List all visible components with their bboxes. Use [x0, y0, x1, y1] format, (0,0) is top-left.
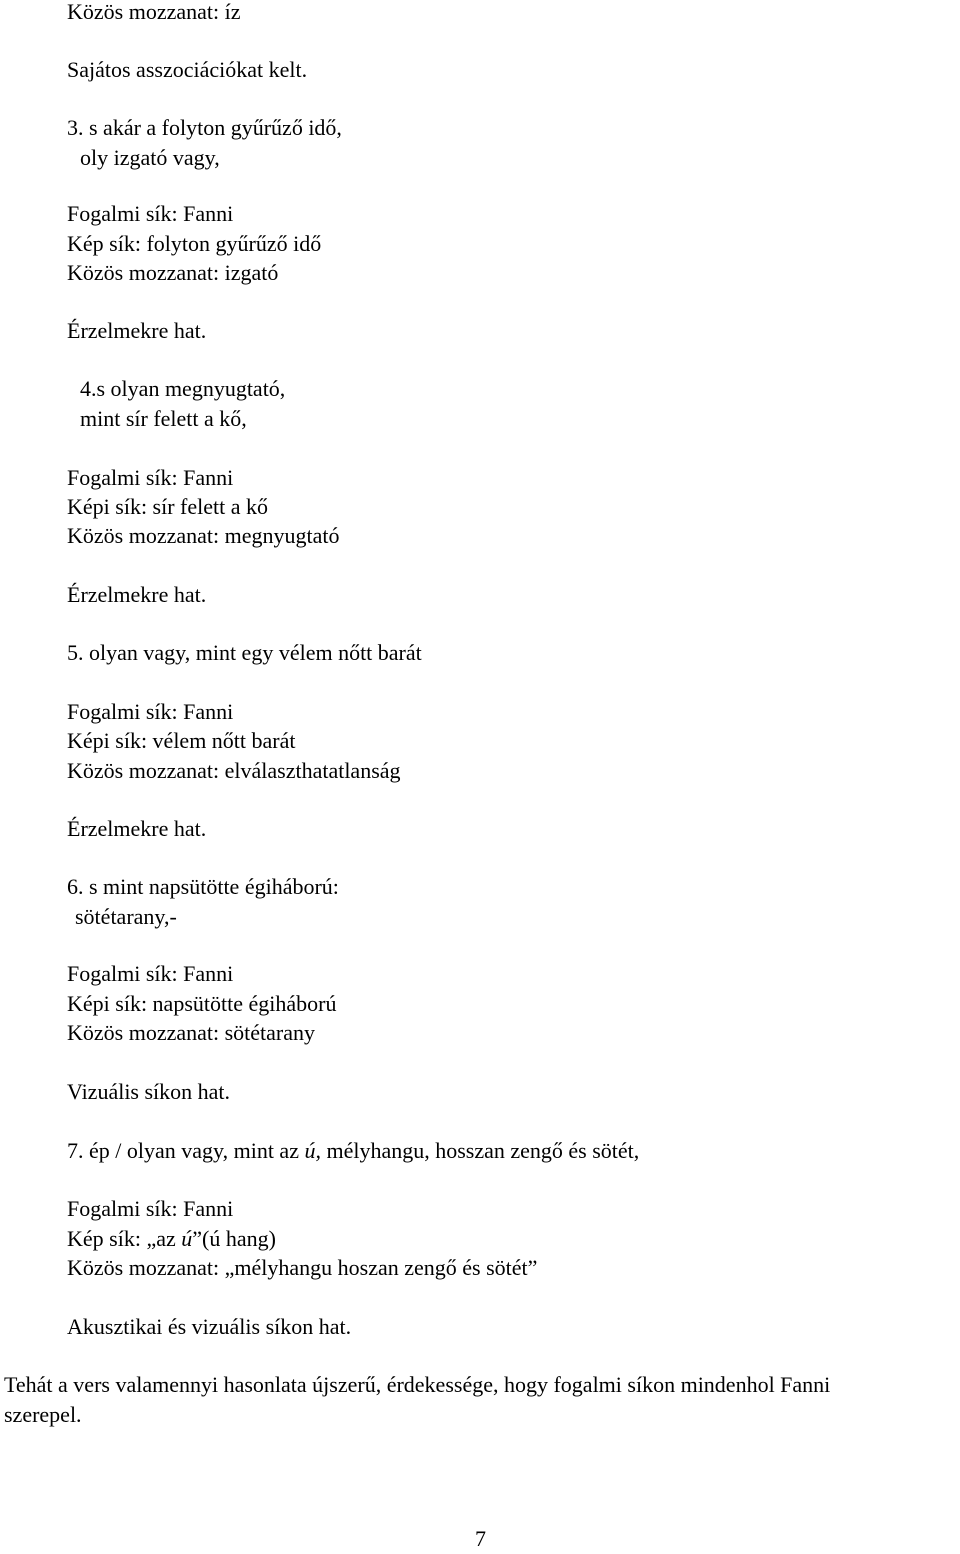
- text-line: Kép sík: folyton gyűrűző idő: [67, 231, 322, 256]
- text-line: Képi sík: sír felett a kő: [67, 494, 269, 519]
- text-line: Közös mozzanat: „mélyhangu hoszan zengő és sötét”: [67, 1255, 538, 1280]
- text-line: Érzelmekre hat.: [67, 816, 207, 841]
- text-line: oly izgató vagy,: [80, 145, 220, 170]
- text-line: mint sír felett a kő,: [80, 406, 247, 431]
- text-line: Képi sík: napsütötte égiháború: [67, 991, 337, 1016]
- page-number: 7: [475, 1526, 486, 1551]
- text-line: Közös mozzanat: sötétarany: [67, 1020, 316, 1045]
- text-line: 4.s olyan megnyugtató,: [80, 376, 286, 401]
- text-line: Fogalmi sík: Fanni: [67, 201, 234, 226]
- text-line: Fogalmi sík: Fanni: [67, 1196, 234, 1221]
- text-line: Fogalmi sík: Fanni: [67, 465, 234, 490]
- text-line: Akusztikai és vizuális síkon hat.: [67, 1314, 352, 1339]
- text-line: 3. s akár a folyton gyűrűző idő,: [67, 115, 342, 140]
- text-line: Érzelmekre hat.: [67, 582, 207, 607]
- text-line: Közös mozzanat: elválaszthatatlanság: [67, 758, 401, 783]
- text-line: [67, 1136, 639, 1166]
- text-segment: ”(ú hang): [192, 1226, 276, 1251]
- text-line: Vizuális síkon hat.: [67, 1079, 231, 1104]
- text-segment: Kép sík: „az: [67, 1226, 182, 1251]
- text-line: 6. s mint napsütötte égiháború:: [67, 874, 339, 899]
- text-line: Képi sík: vélem nőtt barát: [67, 728, 296, 753]
- text-line: Fogalmi sík: Fanni: [67, 699, 234, 724]
- text-line: Közös mozzanat: megnyugtató: [67, 523, 340, 548]
- text-line: Közös mozzanat: izgató: [67, 260, 279, 285]
- text-segment: mélyhangu, hosszan zengő és sötét,: [320, 1138, 640, 1163]
- text-line: Közös mozzanat: íz: [67, 0, 241, 24]
- text-line: Sajátos asszociációkat kelt.: [67, 57, 308, 82]
- italic-segment: ú,: [304, 1138, 321, 1163]
- text-line: Fogalmi sík: Fanni: [67, 961, 234, 986]
- text-line: Érzelmekre hat.: [67, 318, 207, 343]
- text-segment: 7. ép / olyan vagy, mint az: [67, 1138, 305, 1163]
- text-line: Tehát a vers valamennyi hasonlata újszerű, érdekessége, hogy fogalmi síkon mindenhol Fanni: [4, 1372, 831, 1397]
- italic-segment: ú: [181, 1226, 193, 1251]
- text-line: szerepel.: [4, 1402, 82, 1427]
- text-line: sötétarany,-: [75, 904, 177, 929]
- text-line: 5. olyan vagy, mint egy vélem nőtt barát: [67, 640, 422, 665]
- text-line: [67, 1224, 276, 1254]
